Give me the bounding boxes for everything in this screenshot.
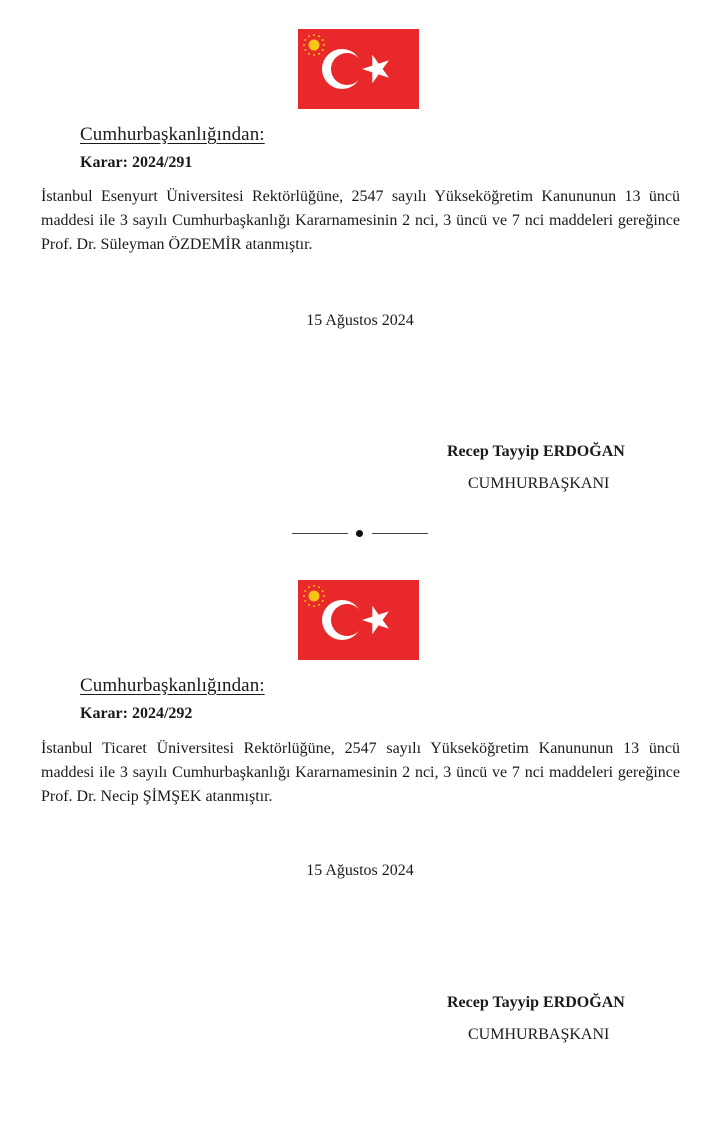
decree-date: 15 Ağustos 2024 bbox=[306, 312, 414, 329]
flag-icon bbox=[298, 29, 419, 109]
separator-line-left bbox=[292, 533, 348, 534]
decree-body: İstanbul Esenyurt Üniversitesi Rektörlüğüne, 2547 sayılı Yükseköğretim Kanununun 13 üncü maddesi ile 3 sayılı Cumhurbaşkanlığı Kararnamesinin 2 nci, 3 üncü ve 7 nci maddeleri gereğince Prof. Dr. Süleyman ÖZDEMİR atanmıştır. bbox=[41, 188, 680, 253]
decree-body: İstanbul Ticaret Üniversitesi Rektörlüğüne, 2547 sayılı Yükseköğretim Kanununun 13 üncü maddesi ile 3 sayılı Cumhurbaşkanlığı Kararnamesinin 2 nci, 3 üncü ve 7 nci maddeleri gereğince Prof. Dr. Necip ŞİMŞEK atanmıştır. bbox=[41, 740, 680, 805]
presidential-flag-emblem bbox=[298, 580, 419, 660]
signatory-title: CUMHURBAŞKANI bbox=[468, 475, 610, 492]
decree-heading: Cumhurbaşkanlığından: bbox=[80, 124, 265, 145]
flag-icon bbox=[298, 580, 419, 660]
separator-dot-icon bbox=[356, 530, 363, 537]
separator-line-right bbox=[372, 533, 428, 534]
decree-date: 15 Ağustos 2024 bbox=[306, 862, 414, 879]
signatory-name: Recep Tayyip ERDOĞAN bbox=[447, 994, 625, 1011]
decree-number: Karar: 2024/291 bbox=[80, 154, 193, 171]
section-separator bbox=[292, 527, 430, 539]
signatory-name: Recep Tayyip ERDOĞAN bbox=[447, 443, 625, 460]
signatory-title: CUMHURBAŞKANI bbox=[468, 1026, 610, 1043]
decree-number: Karar: 2024/292 bbox=[80, 705, 193, 722]
presidential-flag-emblem bbox=[298, 29, 419, 109]
decree-heading: Cumhurbaşkanlığından: bbox=[80, 675, 265, 696]
